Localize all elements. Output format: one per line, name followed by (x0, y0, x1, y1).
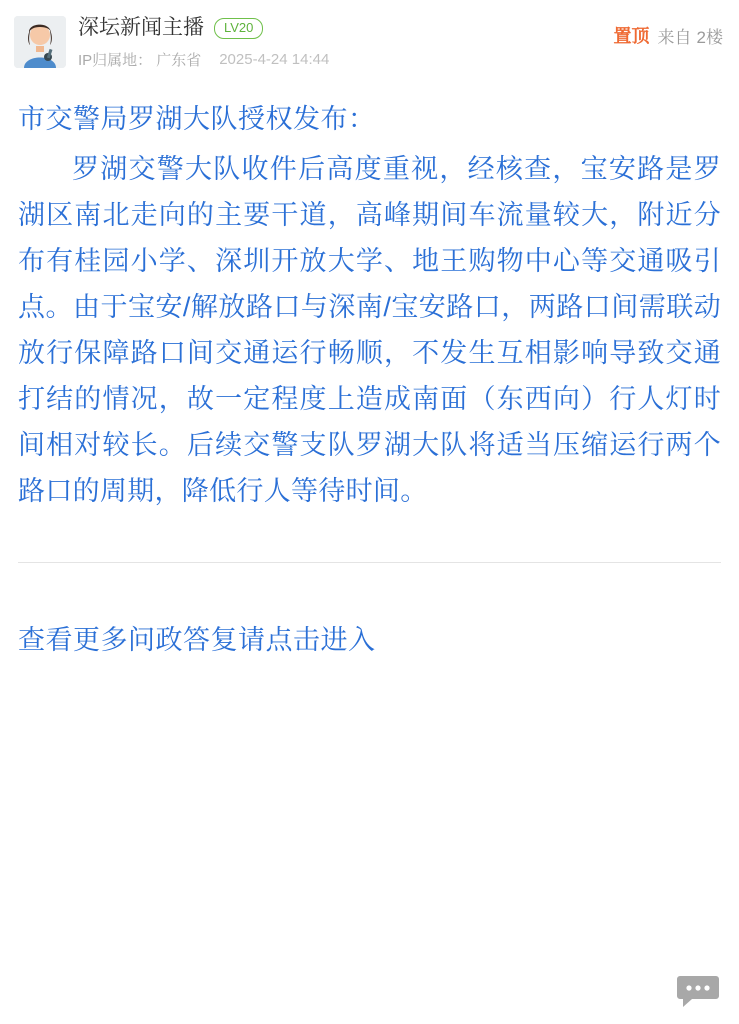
meta-row (78, 49, 723, 70)
more-replies-link[interactable]: 查看更多问政答复请点击进入 (18, 625, 376, 655)
from-label: 来自 (657, 27, 692, 47)
header-right (614, 22, 723, 48)
pin-badge: 置顶 (613, 26, 650, 46)
post-title: 市交警局罗湖大队授权发布： (18, 104, 376, 134)
ip-label: IP归属地： (78, 52, 153, 69)
ip-region: 广东省 (156, 52, 202, 69)
level-badge: LV20 (214, 18, 263, 39)
author-name[interactable]: 深坛新闻主播 (78, 16, 204, 39)
post-paragraph: 罗湖交警大队收件后高度重视，经核查，宝安路是罗湖区南北走向的主要干道，高峰期间车流量较大，附近分布有桂园小学、深圳开放大学、地王购物中心等交通吸引点。由于宝安/解放路口与深南/宝安路口，两路口间需联动放行保障路口间交通运行畅顺，不发生互相影响导致交通打结的情况，故一定程度上造成南面（东西向）行人灯时间相对较长。后续交警支队罗湖大队将适当压缩运行两个路口的周期，降低行人等待时间。 (18, 154, 721, 506)
comment-bubble-icon (676, 974, 720, 1008)
avatar[interactable] (14, 16, 66, 68)
floor-number[interactable]: 2楼 (696, 27, 723, 47)
user-avatar-icon (14, 16, 66, 68)
post-timestamp: 2025-4-24 14:44 (219, 51, 330, 68)
post-body (0, 80, 739, 514)
comment-button[interactable] (675, 972, 721, 1010)
post-header (0, 0, 739, 80)
